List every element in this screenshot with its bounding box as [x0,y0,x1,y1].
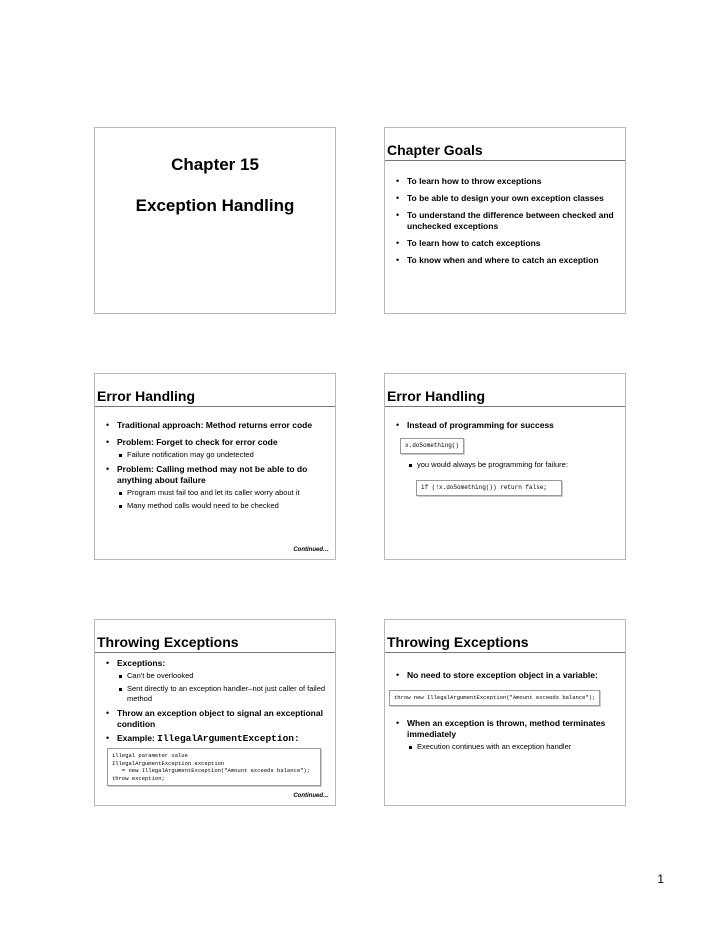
slide-heading: Chapter Goals [387,142,483,158]
sub-bullet: Can't be overlooked [95,671,335,681]
slide-error-handling-1 [94,373,336,560]
title-rule [385,406,625,407]
sub-bullet: Many method calls would need to be checked [95,501,335,511]
slide-heading: Error Handling [97,388,196,404]
bullet: • Exceptions: [106,658,166,668]
sub-bullet: you would always be programming for failure: [385,460,625,470]
bullet: • When an exception is thrown, method terminates immediately [396,718,606,739]
code-snippet: x.doSomething() [400,438,464,454]
continued-note: Continued… [293,793,329,799]
sub-bullet: Program must fail too and let its caller worry about it [95,488,335,498]
slide-throwing-exceptions-1 [94,619,336,806]
title-rule [95,652,335,653]
slide-heading: Throwing Exceptions [97,634,239,650]
slide-throwing-exceptions-2 [384,619,626,806]
title-rule [385,652,625,653]
code-snippet: throw new IllegalArgumentException("Amount exceeds balance"); [389,690,600,706]
slide-heading: Throwing Exceptions [387,634,529,650]
slide-title [94,127,336,314]
page-number: 1 [657,872,664,886]
bullet: • No need to store exception object in a variable: [396,670,598,680]
bullet: • Example: IllegalArgumentException: [106,733,300,744]
chapter-number: Chapter 15 [171,155,259,174]
title-rule [385,160,625,161]
inline-code: IllegalArgumentException: [157,733,300,744]
slide-heading: Error Handling [387,388,486,404]
sub-bullet: Execution continues with an exception handler [385,742,625,752]
goal-item: • To learn how to catch exceptions [396,238,541,248]
sub-bullet: Failure notification may go undetected [95,450,335,460]
slide-chapter-goals [384,127,626,314]
code-block: illegal parameter value IllegalArgumentException exception = new IllegalArgumentException("Amount exceeds balance"); throw exception; [107,748,321,786]
bullet: • Instead of programming for success [396,420,554,430]
continued-note: Continued… [293,547,329,553]
bullet: • Problem: Forget to check for error code [106,437,278,447]
goal-item: • To understand the difference between checked and unchecked exceptions [396,210,614,231]
title-rule [95,406,335,407]
slide-error-handling-2 [384,373,626,560]
bullet: • Traditional approach: Method returns error code [106,420,313,430]
goal-item: • To learn how to throw exceptions [396,176,542,186]
bullet: • Problem: Calling method may not be able to do anything about failure [106,464,308,485]
goal-item: • To know when and where to catch an exception [396,255,599,265]
sub-bullet: Sent directly to an exception handler–not just caller of failed method [95,684,335,704]
goal-item: • To be able to design your own exception classes [396,193,604,203]
chapter-title: Exception Handling [135,196,295,215]
bullet: • Throw an exception object to signal an exceptional condition [106,708,323,729]
code-snippet: if (!x.doSomething()) return false; [416,480,562,496]
